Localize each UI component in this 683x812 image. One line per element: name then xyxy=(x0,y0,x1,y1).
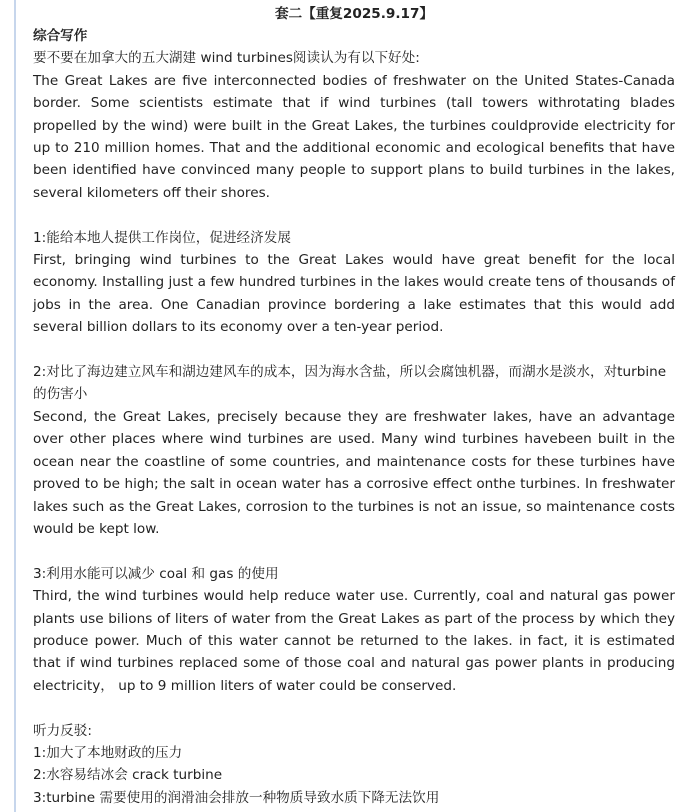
left-border-rule xyxy=(14,0,16,812)
spacer xyxy=(33,339,675,361)
rebuttal-1: 1:加大了本地财政的压力 xyxy=(33,744,183,761)
point-1-en: First, bringing wind turbines to the Great Lakes would have great benefit for the local economy. Installing just a few hundred turbines in the lakes would create tens of thousands of jobs in the area. One Canadian province bordering a lake estimates that this would add several billion dollars to its economy over a ten-year period. xyxy=(33,252,675,336)
spacer xyxy=(33,204,675,226)
point-2-cn: 2:对比了海边建立风车和湖边建风车的成本，因为海水含盐，所以会腐蚀机器，而湖水是淡水，对turbine的伤害小 xyxy=(33,364,667,403)
page-title: 套二【重复2025.9.17】 xyxy=(274,6,434,22)
document-body xyxy=(33,3,675,809)
point-2-en: Second, the Great Lakes, precisely because they are freshwater lakes, have an advantage over other places where wind turbines are used. Many wind turbines havebeen built in the ocean near the coastline of some countries, and maintenance costs for these turbines have proved to be high; the salt in ocean water has a corrosive effect onthe turbines. In freshwater lakes such as the Great Lakes, corrosion to the turbines is not an issue, so maintenance costs would be kept low. xyxy=(33,408,675,537)
intro-cn: 要不要在加拿大的五大湖建 wind turbines阅读认为有以下好处: xyxy=(33,50,420,67)
point-3-cn: 3:利用水能可以减少 coal 和 gas 的使用 xyxy=(33,565,279,582)
point-1-cn: 1:能给本地人提供工作岗位，促进经济发展 xyxy=(33,229,291,246)
section-heading: 综合写作 xyxy=(33,28,88,44)
spacer xyxy=(33,697,675,719)
listening-heading: 听力反驳: xyxy=(33,722,92,739)
spacer xyxy=(33,540,675,562)
rebuttal-3: 3:turbine 需要使用的润滑油会排放一种物质导致水质下降无法饮用 xyxy=(33,789,440,806)
point-3-en: Third, the wind turbines would help reduce water use. Currently, coal and natural gas power plants use bilions of liters of water from the Great Lakes as part of the process by which they produce power. Much of this water cannot be returned to the lakes. in fact, it is estimated that if wind turbines replaced some of those coal and natural gas power plants in producing electricity， up to 9 million liters of water could be conserved. xyxy=(33,588,675,694)
rebuttal-2: 2:水容易结冰会 crack turbine xyxy=(33,767,223,784)
intro-en: The Great Lakes are five interconnected bodies of freshwater on the United States-Canada border. Some scientists estimate that if wind turbines (tall towers withrotating blades propelled by the wind) were built in the Great Lakes, the turbines couldprovide electricity for up to 210 million homes. That and the additional economic and ecological benefits that have been identified have convinced many people to support plans to build turbines in the lakes, several kilometers off their shores. xyxy=(33,72,675,201)
